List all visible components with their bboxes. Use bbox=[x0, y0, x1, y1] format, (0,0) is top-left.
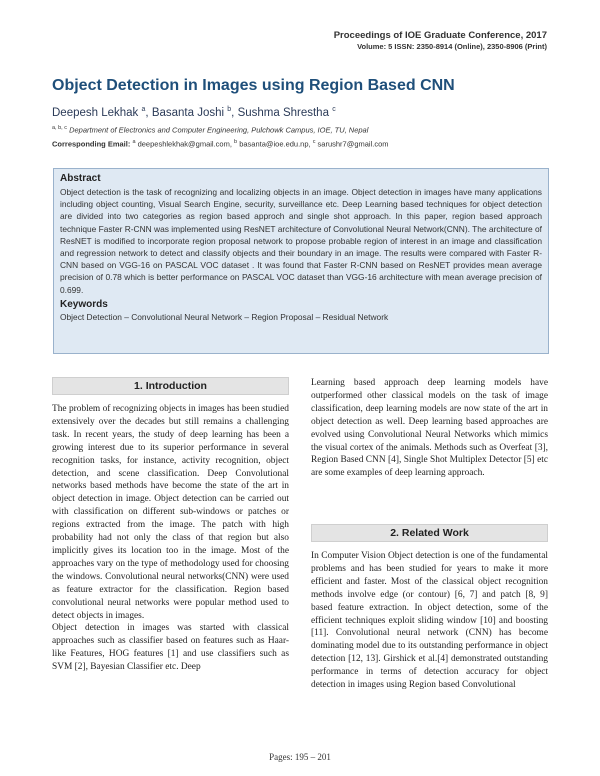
page-range-footer: Pages: 195 – 201 bbox=[269, 752, 331, 762]
author-sup: c bbox=[332, 106, 336, 113]
author-sup: b bbox=[227, 106, 232, 113]
right-column-intro bbox=[311, 377, 548, 480]
author-list: Deepesh Lekhak $^a$, Basanta Joshi $^b$, Sushma Shrestha $^c$ bbox=[52, 106, 336, 119]
paragraph: Learning based approach deep learning models have outperformed other classical models on the task of image classification, deep learning models are now state of the art in object detection as well. Deep learning based approaches are evolved using Convolutional Neural Networks which mimics the visual cortex of the animals. Methods such as Overfeat [3], Region Based CNN [4], Single Shot Multiplex Detector [5] etc are some examples of deep learning approach. bbox=[311, 378, 548, 479]
author-name: Deepesh Lekhak bbox=[52, 106, 139, 119]
section-heading-related-work: 2. Related Work bbox=[311, 524, 548, 542]
paragraph: The problem of recognizing objects in images has been studied extensively over the decades but still remains a challenging task. In recent years, the study of deep learning has been a growing interest due to its superior performance in several recognition tasks, for instance, activity recognition, object detection, and scene classification. Deep Convolutional networks based methods have become the state of the art in object detection in image. Object detection can be carried out with classification on different sub-windows or patches or regions extracted from the image. The patch with high probability had not only the class of that region but also implicitly gives its location too in the image. Most of the approaches vary on the type of methodology used for choosing the windows. Convolutional neural networks(CNN) were used as feature extractor for the classification. Region based convolutional neural networks were popular method used to detect objects in images. bbox=[52, 404, 289, 621]
email-link-a[interactable]: deepeshlekhak@gmail.com, bbox=[137, 139, 232, 149]
author-name: Basanta Joshi bbox=[151, 106, 225, 119]
corresponding-email: Corresponding Email: $^a$ deepeshlekhak@gmail.com, $^b$ basanta@ioe.edu.np, $^c$ sarushr7@gmail.com bbox=[52, 139, 389, 149]
affiliation-text: Department of Electronics and Computer Engineering, Pulchowk Campus, IOE, TU, Nepal bbox=[69, 125, 369, 135]
journal-header bbox=[334, 30, 547, 51]
conference-name: Proceedings of IOE Graduate Conference, 2017 bbox=[333, 30, 547, 41]
abstract-text: Object detection is the task of recognizing and localizing objects in an image. Object detection in images have many applications including object counting, Visual Search Engine, security, surveillance etc. Deep Learning based techniques for object detection are divided into two categories as region based approch and single shot approach. In this paper, region based approach technique Faster R-CNN was implemented using ResNET architecture of Convolutional Neural Network(CNN). The architecture of ResNET is modified to incorporate region proposal network to propose probable region of interest in an image and classification and regression network to detect and classify objects and their boundary in an image. The results were compared with Faster R-CNN based on VGG-16 on PASCAL VOC dataset . It was found that Faster R-CNN based on ResNET provides mean average precision of 0.78 which is better performance on PASCAL VOC dataset than VGG-16 architecture with mean average precision of 0.699. bbox=[60, 187, 542, 295]
left-column bbox=[52, 403, 289, 674]
abstract-heading: Abstract bbox=[60, 173, 101, 184]
affiliation bbox=[52, 125, 368, 135]
paragraph: In Computer Vision Object detection is one of the fundamental problems and has been studied for years to make it more efficient and faster. Most of the classical object recognition methods involve edge (or contour) [6, 7] and patch [8, 9] based feature extraction. In object detection, some of the efficient techniques exploit sliding window [10] and boosting [11]. Convolutional neural network (CNN) has become dominating model due to its outstanding performance in object detection [12, 13]. Girshick et al.[4] demonstrated outstanding performance in terms of detection accuracy for object detection in images using Region based Convolutional bbox=[311, 551, 548, 691]
abstract-box bbox=[53, 168, 549, 354]
keywords-heading: Keywords bbox=[60, 298, 108, 310]
paper-title: Object Detection in Images using Region Based CNN bbox=[52, 77, 455, 94]
email-label: Corresponding Email bbox=[52, 139, 128, 149]
affiliation-sup: a, b, c bbox=[52, 125, 67, 131]
email-link-c[interactable]: sarushr7@gmail.com bbox=[317, 139, 389, 149]
author-sup: a bbox=[141, 106, 146, 113]
volume-issn: Volume: 5 ISSN: 2350-8914 (Online), 2350-8906 (Print) bbox=[357, 42, 547, 51]
keywords-text: Object Detection – Convolutional Neural Network – Region Proposal – Residual Network bbox=[60, 311, 389, 322]
section-heading-introduction: 1. Introduction bbox=[52, 377, 289, 395]
right-column-related bbox=[311, 550, 548, 692]
author-name: Sushma Shrestha bbox=[237, 106, 329, 119]
email-link-b[interactable]: basanta@ioe.edu.np, bbox=[239, 139, 311, 149]
paragraph: Object detection in images was started with classical approaches such as classifier based on features such as Haar-like Features, HOG features [1] and use classifiers such as SVM [2], Bayesian Classifier etc. Deep bbox=[52, 623, 289, 673]
